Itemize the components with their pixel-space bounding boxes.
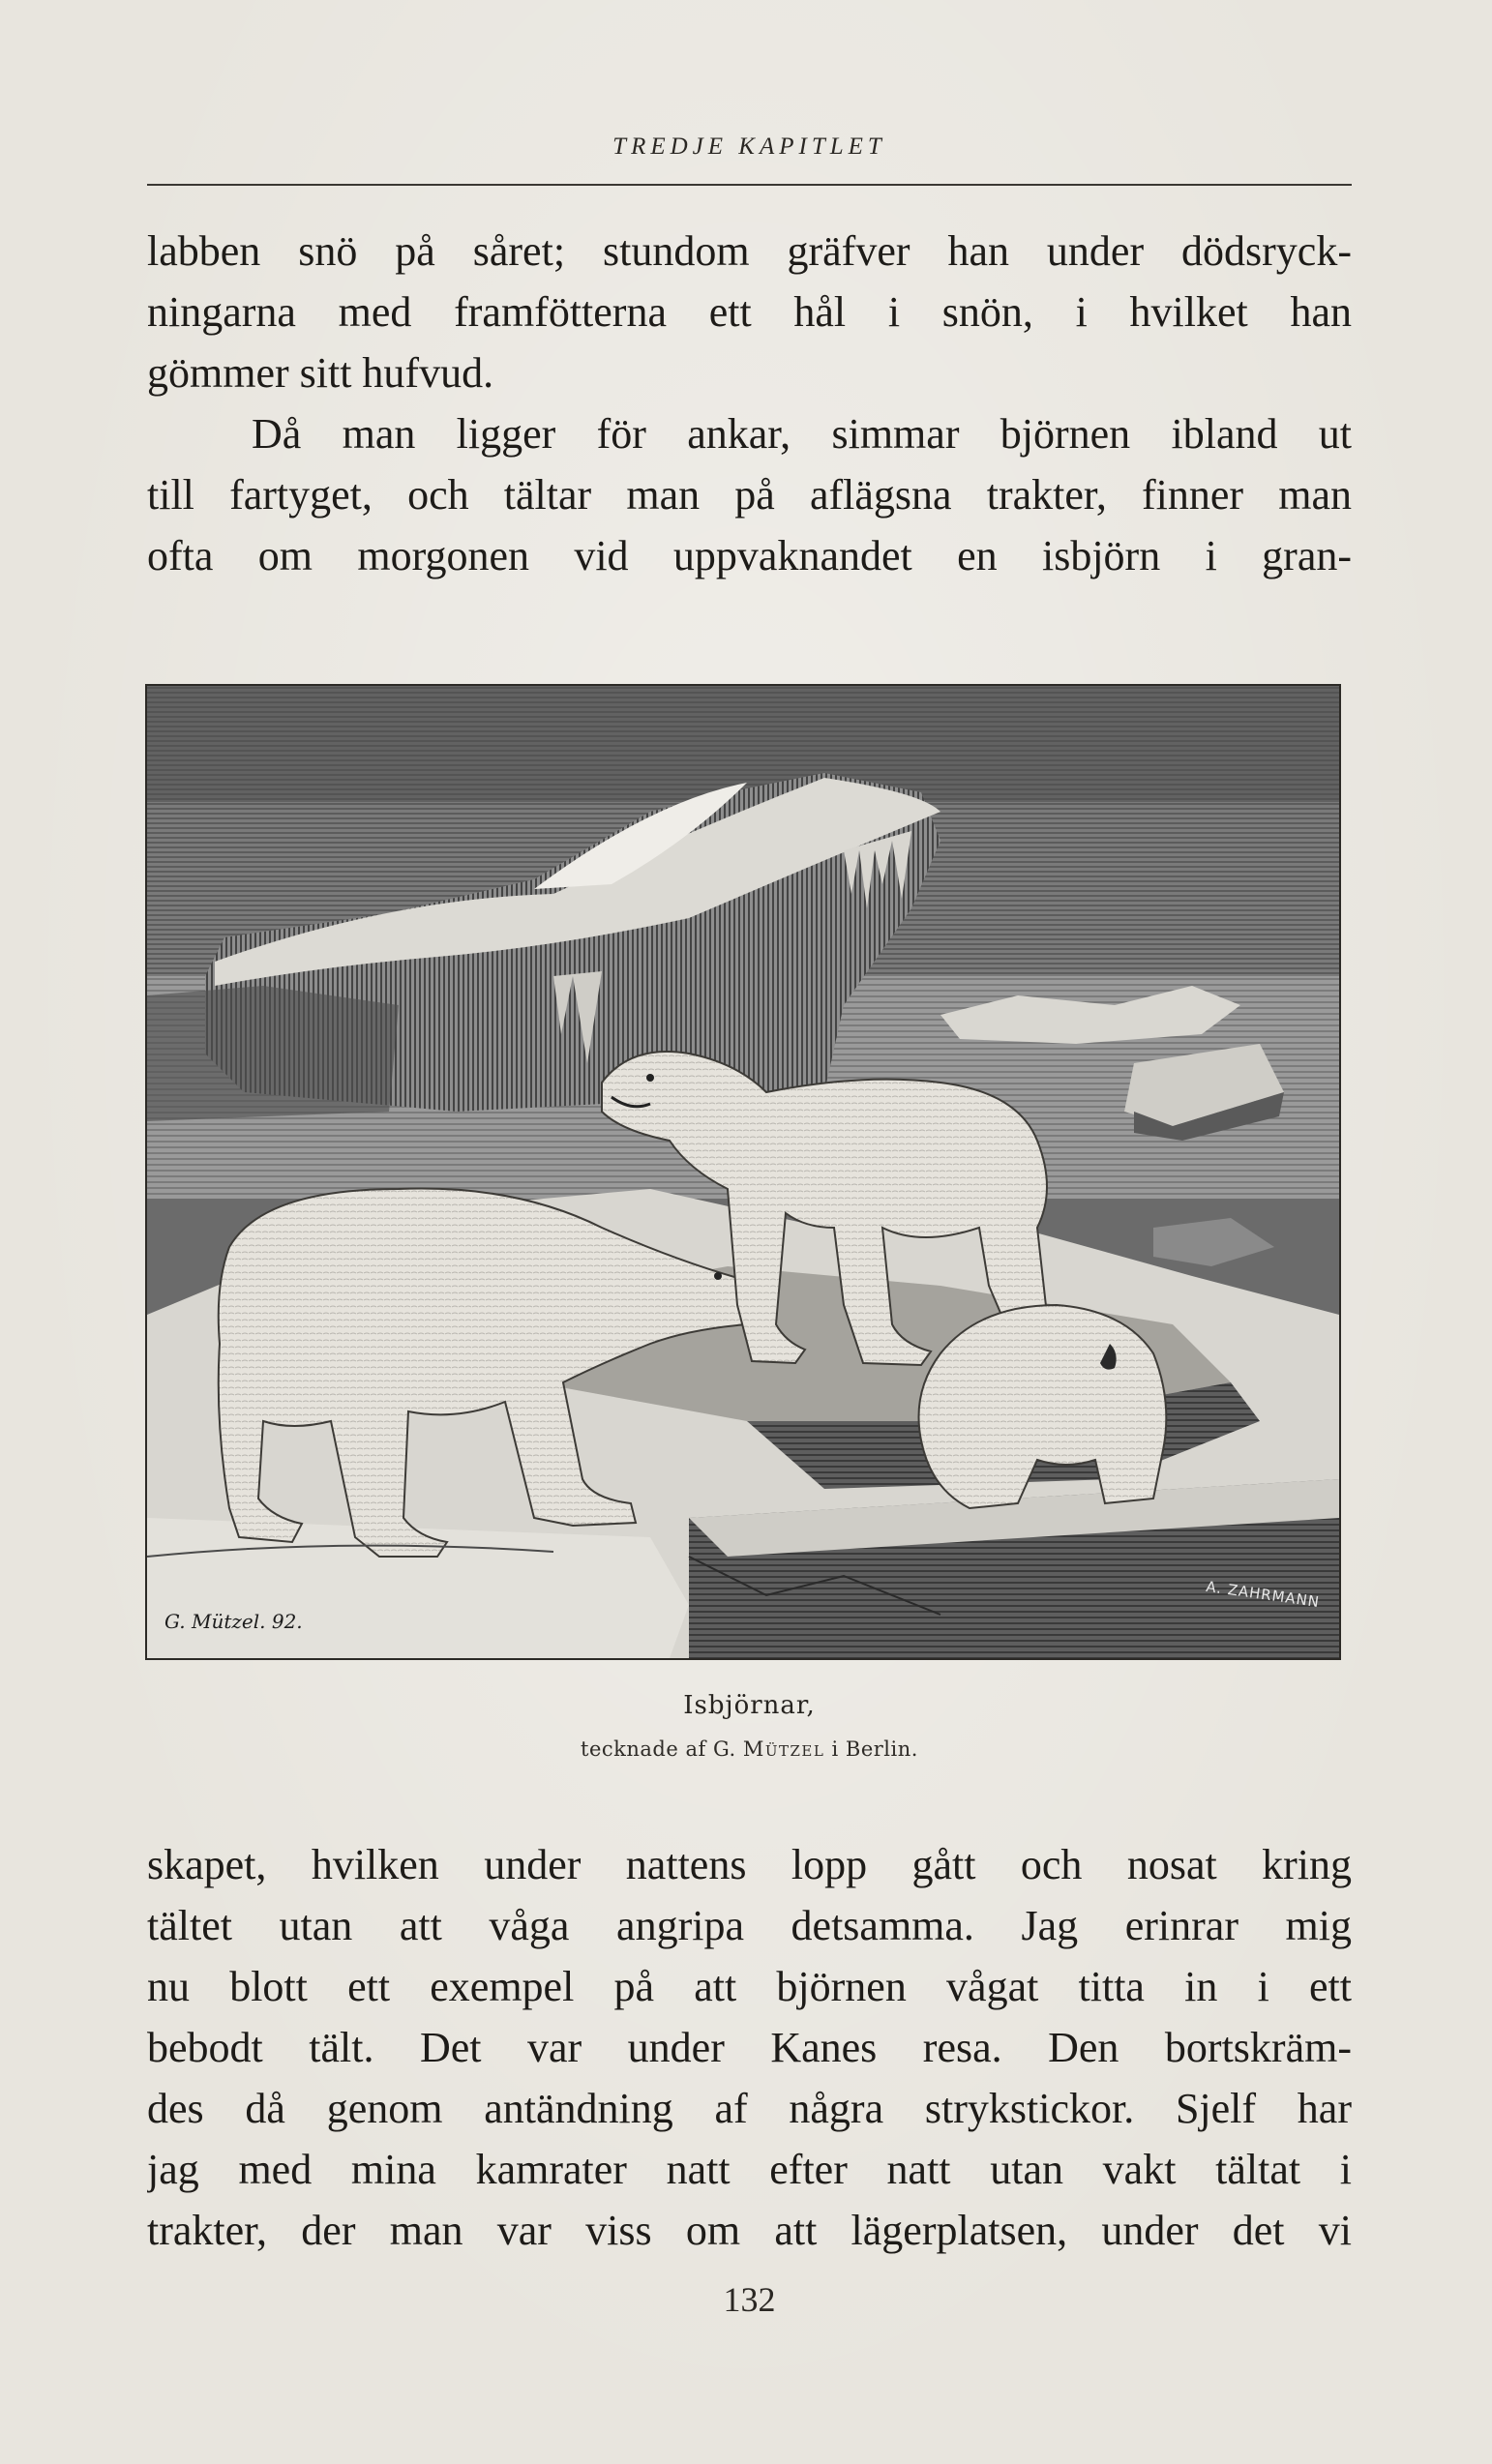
text-line: till fartyget, och tältar man på aflägsna trakter, finner man bbox=[147, 471, 1352, 519]
text-line: bebodt tält. Det var under Kanes resa. Den bortskräm- bbox=[147, 2024, 1352, 2071]
text-line: Då man ligger för ankar, simmar björnen ibland ut bbox=[252, 410, 1352, 458]
artist-signature: G. Mützel. 92. bbox=[164, 1610, 303, 1633]
header-rule bbox=[147, 184, 1352, 186]
text-line: labben snö på såret; stundom gräfver han under dödsryck- bbox=[147, 227, 1352, 275]
caption-credit-prefix: tecknade af G. bbox=[581, 1737, 736, 1761]
caption-credit-suffix: i Berlin. bbox=[831, 1737, 918, 1761]
caption-credit-name: Mützel bbox=[742, 1737, 825, 1761]
text-line: jag med mina kamrater natt efter natt utan vakt tältat i bbox=[147, 2146, 1352, 2193]
page-number: 132 bbox=[723, 2280, 776, 2319]
text-line: des då genom antändning af några strykstickor. Sjelf har bbox=[147, 2085, 1352, 2132]
paragraph-bottom bbox=[147, 1834, 1352, 2261]
text-line: gömmer sitt hufvud. bbox=[147, 349, 494, 397]
paragraph-top bbox=[147, 221, 1352, 586]
text-line: tältet utan att våga angripa detsamma. Jag erinrar mig bbox=[147, 1902, 1352, 1949]
text-line: skapet, hvilken under nattens lopp gått och nosat kring bbox=[147, 1841, 1352, 1888]
text-line: ningarna med framfötterna ett hål i snön, i hvilket han bbox=[147, 288, 1352, 336]
text-line: ofta om morgonen vid uppvaknandet en isbjörn i gran- bbox=[147, 532, 1352, 579]
polar-bears-illustration bbox=[147, 686, 1339, 1658]
text-line: trakter, der man var viss om att lägerplatsen, under det vi bbox=[147, 2207, 1352, 2254]
figure-caption-credit bbox=[147, 1737, 1352, 1761]
engraver-signature: A. ZAHRMANN bbox=[1204, 1577, 1321, 1612]
text-line: nu blott ett exempel på att björnen vågat titta in i ett bbox=[147, 1963, 1352, 2010]
figure-caption-title: Isbjörnar, bbox=[683, 1691, 816, 1720]
running-head: TREDJE KAPITLET bbox=[612, 134, 886, 160]
engraving-polar-bears bbox=[145, 684, 1341, 1660]
